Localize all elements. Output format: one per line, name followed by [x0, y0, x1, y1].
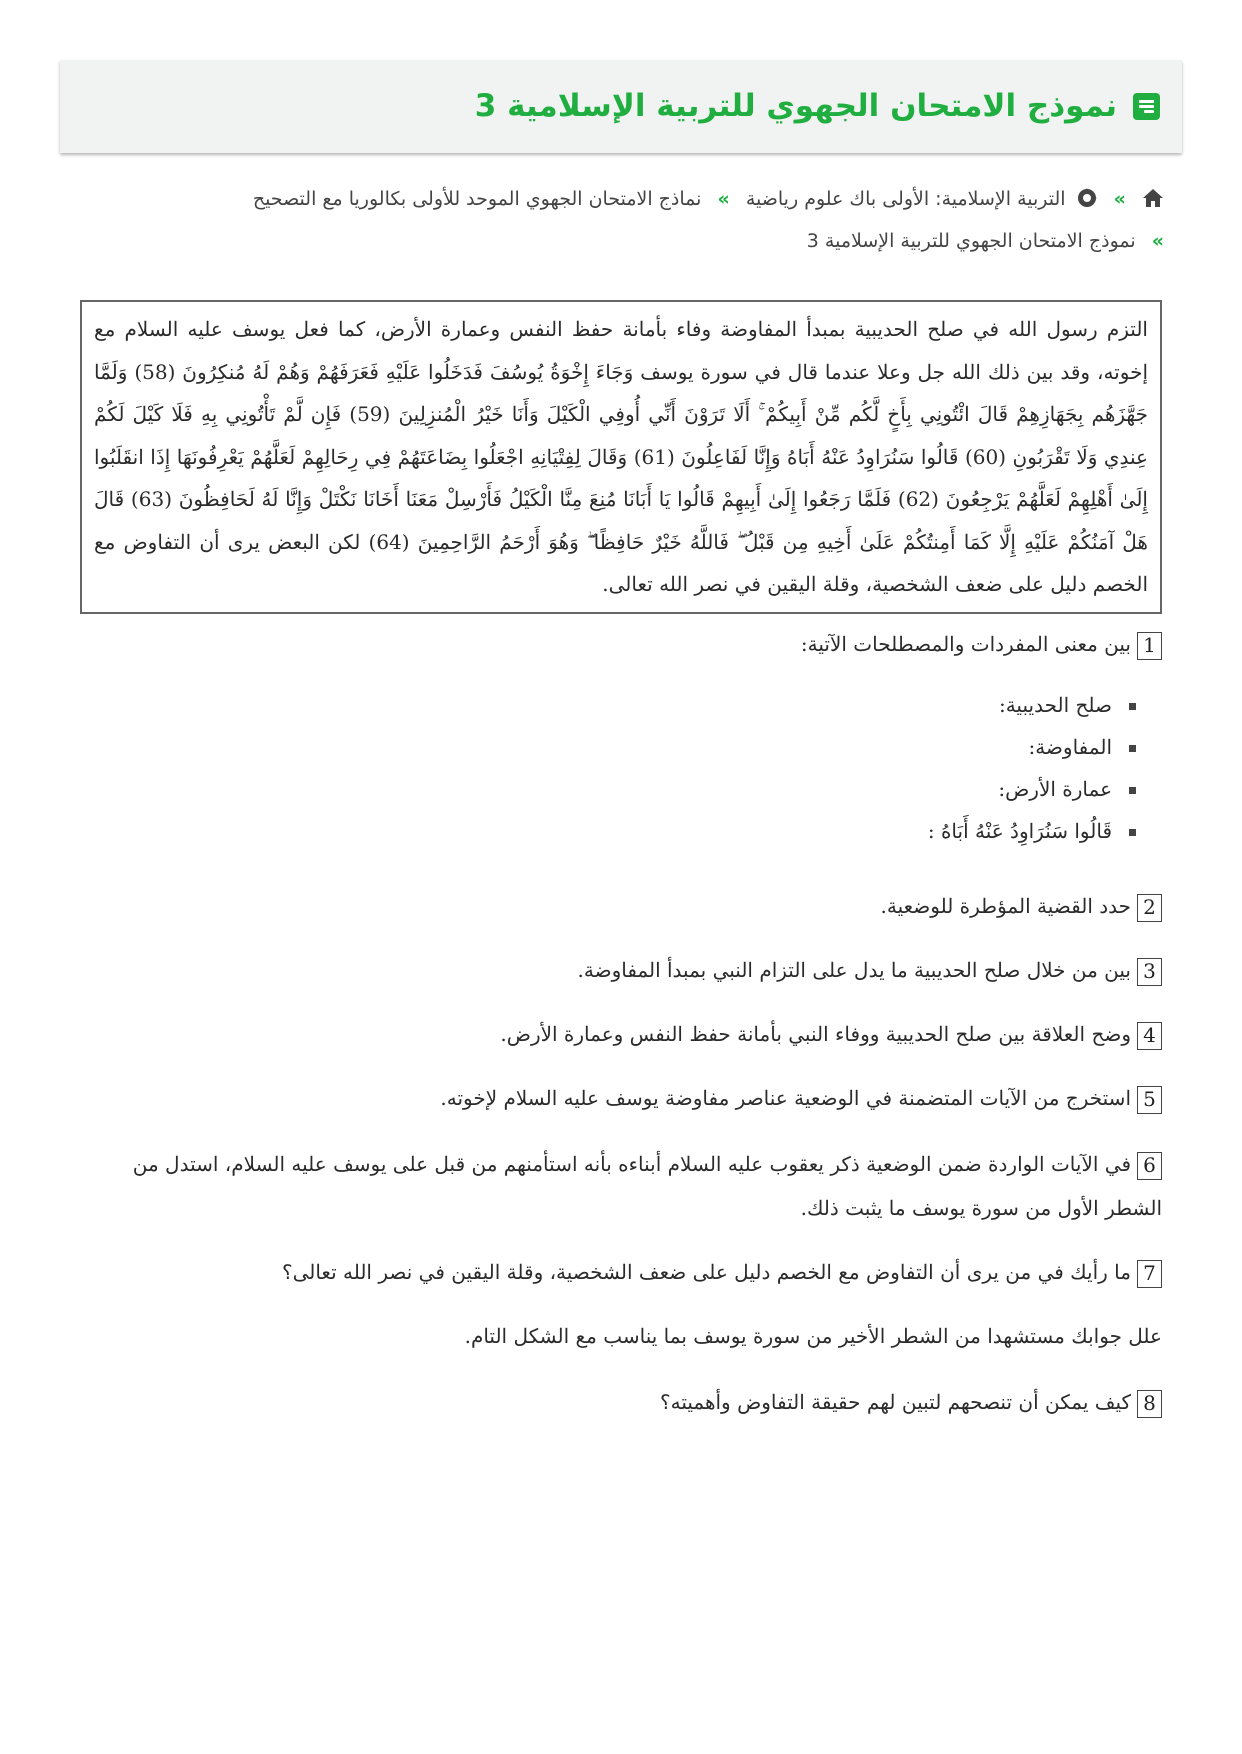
question-number: 6 — [1137, 1152, 1162, 1180]
question-8 — [80, 1380, 1162, 1424]
terms-list — [80, 684, 1138, 852]
question-number: 4 — [1137, 1022, 1162, 1050]
page-title: نموذج الامتحان الجهوي للتربية الإسلامية 3 — [474, 88, 1117, 124]
question-number: 7 — [1137, 1260, 1162, 1288]
document-icon — [1133, 93, 1160, 120]
question-text: بين من خلال صلح الحديبية ما يدل على التزام النبي بمبدأ المفاوضة. — [577, 958, 1131, 982]
home-icon[interactable] — [1142, 181, 1164, 201]
question-number: 3 — [1137, 958, 1162, 986]
question-text: في الآيات الواردة ضمن الوضعية ذكر يعقوب عليه السلام أبناءه بأنه استأمنهم من قبل على يوسف عليه السلام، استدل من الشطر الأول من سورة يوسف ما يثبت ذلك. — [132, 1152, 1162, 1220]
question-6 — [80, 1142, 1162, 1230]
question-4 — [80, 1012, 1162, 1056]
page-header — [60, 60, 1182, 153]
question-text: وضح العلاقة بين صلح الحديبية ووفاء النبي بأمانة حفظ النفس وعمارة الأرض. — [500, 1022, 1131, 1046]
question-text: حدد القضية المؤطرة للوضعية. — [880, 894, 1131, 918]
question-text: ما رأيك في من يرى أن التفاوض مع الخصم دليل على ضعف الشخصية، وقلة اليقين في نصر الله تعالى؟ — [281, 1260, 1131, 1284]
question-number: 1 — [1137, 632, 1162, 660]
question-text: كيف يمكن أن تنصحهم لتبين لهم حقيقة التفاوض وأهميته؟ — [659, 1390, 1131, 1414]
list-item: عمارة الأرض: — [80, 768, 1138, 810]
question-7 — [80, 1250, 1162, 1358]
question-text: بين معنى المفردات والمصطلحات الآتية: — [800, 632, 1131, 656]
subject-icon — [1076, 182, 1098, 204]
situation-passage: التزم رسول الله في صلح الحديبية بمبدأ المفاوضة وفاء بأمانة حفظ النفس وعمارة الأرض، كما فعل يوسف عليه السلام مع إخوته، وقد بين ذلك الله جل وعلا عندما قال في سورة يوسف وَجَاءَ إِخْوَةُ يُوسُفَ فَدَخَلُوا عَلَيْهِ فَعَرَفَهُمْ وَهُمْ لَهُ مُنكِرُونَ (58) وَلَمَّا جَهَّزَهُم بِجَهَازِهِمْ قَالَ ائْتُونِي بِأَخٍ لَّكُم مِّنْ أَبِيكُمْ ۚ أَلَا تَرَوْنَ أَنِّي أُوفِي الْكَيْلَ وَأَنَا خَيْرُ الْمُنزِلِينَ (59) فَإِن لَّمْ تَأْتُونِي بِهِ فَلَا كَيْلَ لَكُمْ عِندِي وَلَا تَقْرَبُونِ (60) قَالُوا سَنُرَاوِدُ عَنْهُ أَبَاهُ وَإِنَّا لَفَاعِلُونَ (61) وَقَالَ لِفِتْيَانِهِ اجْعَلُوا بِضَاعَتَهُمْ فِي رِحَالِهِمْ لَعَلَّهُمْ يَعْرِفُونَهَا إِذَا انقَلَبُوا إِلَىٰ أَهْلِهِمْ لَعَلَّهُمْ يَرْجِعُونَ (62) فَلَمَّا رَجَعُوا إِلَىٰ أَبِيهِمْ قَالُوا يَا أَبَانَا مُنِعَ مِنَّا الْكَيْلُ فَأَرْسِلْ مَعَنَا أَخَانَا نَكْتَلْ وَإِنَّا لَهُ لَحَافِظُونَ (63) قَالَ هَلْ آمَنُكُمْ عَلَيْهِ إِلَّا كَمَا أَمِنتُكُمْ عَلَىٰ أَخِيهِ مِن قَبْلُ ۖ فَاللَّهُ خَيْرٌ حَافِظًا ۖ وَهُوَ أَرْحَمُ الرَّاحِمِينَ (64) لكن البعض يرى أن التفاوض مع الخصم دليل على ضعف الشخصية، وقلة اليقين في نصر الله تعالى. — [80, 300, 1162, 614]
list-item: صلح الحديبية: — [80, 684, 1138, 726]
question-1 — [80, 622, 1162, 852]
breadcrumb-link-subject[interactable]: التربية الإسلامية: الأولى باك علوم رياضية — [745, 188, 1066, 210]
question-followup: علل جوابك مستشهدا من الشطر الأخير من سورة يوسف بما يناسب مع الشكل التام. — [464, 1324, 1162, 1348]
question-5 — [80, 1076, 1162, 1120]
breadcrumb-separator: » — [1113, 188, 1126, 210]
breadcrumb — [78, 178, 1164, 262]
question-number: 8 — [1137, 1390, 1162, 1418]
breadcrumb-link-category[interactable]: نماذج الامتحان الجهوي الموحد للأولى بكالوريا مع التصحيح — [252, 188, 702, 210]
question-number: 2 — [1137, 894, 1162, 922]
question-2 — [80, 884, 1162, 928]
question-text: استخرج من الآيات المتضمنة في الوضعية عناصر مفاوضة يوسف عليه السلام لإخوته. — [440, 1086, 1131, 1110]
list-item: المفاوضة: — [80, 726, 1138, 768]
question-3 — [80, 948, 1162, 992]
breadcrumb-current: نموذج الامتحان الجهوي للتربية الإسلامية 3 — [806, 230, 1136, 252]
question-number: 5 — [1137, 1086, 1162, 1114]
breadcrumb-separator: » — [1151, 230, 1164, 252]
list-item: قَالُوا سَنُرَاوِدُ عَنْهُ أَبَاهُ : — [80, 810, 1138, 852]
breadcrumb-separator: » — [717, 188, 730, 210]
